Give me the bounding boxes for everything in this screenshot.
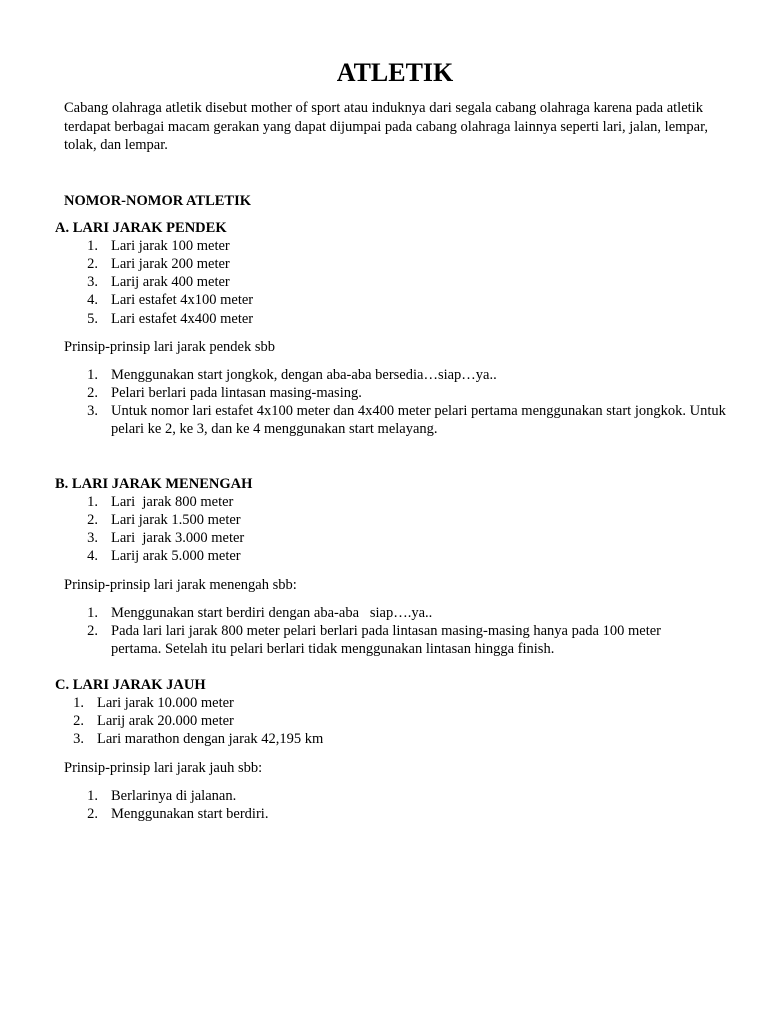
list-marker: 3. <box>87 530 98 546</box>
list-item-text: Lari jarak 1.500 meter <box>111 512 241 528</box>
list-marker: 2. <box>73 713 84 729</box>
section-c-principle-label: Prinsip-prinsip lari jarak jauh sbb: <box>64 760 263 776</box>
list-item-text: Lari estafet 4x400 meter <box>111 311 254 327</box>
list-marker: 2. <box>87 256 98 272</box>
list-item-text: Lari estafet 4x100 meter <box>111 292 254 308</box>
list-item-text: Lari jarak 10.000 meter <box>97 695 234 711</box>
list-item-text: Larij arak 20.000 meter <box>97 713 234 729</box>
document-title: ATLETIK <box>336 58 454 87</box>
list-item-text: Menggunakan start berdiri dengan aba-aba siap….ya.. <box>111 605 433 621</box>
section-c-heading: C. LARI JARAK JAUH <box>55 677 206 693</box>
list-marker: 5. <box>87 311 98 327</box>
list-item-text: Berlarinya di jalanan. <box>111 788 237 804</box>
list-marker: 3. <box>87 274 98 290</box>
list-item-text: Lari marathon dengan jarak 42,195 km <box>97 731 324 747</box>
list-marker: 3. <box>87 403 98 419</box>
section-b-heading: B. LARI JARAK MENENGAH <box>55 476 253 492</box>
list-item-text: Pada lari lari jarak 800 meter pelari berlari pada lintasan masing-masing hanya pada 100 meter pertama. Setelah itu pelari berlari tidak menggunakan lintasan hingga finish. <box>111 623 661 658</box>
list-marker: 1. <box>87 367 98 383</box>
list-item-text: Larij arak 400 meter <box>111 274 230 290</box>
list-item-text: Larij arak 5.000 meter <box>111 548 241 564</box>
list-item-text: Menggunakan start berdiri. <box>111 806 269 822</box>
section-a-principle-label: Prinsip-prinsip lari jarak pendek sbb <box>64 339 276 355</box>
list-item-text: Pelari berlari pada lintasan masing-masing. <box>111 385 362 401</box>
list-item-text: Lari jarak 200 meter <box>111 256 230 272</box>
list-marker: 1. <box>73 695 84 711</box>
list-marker: 3. <box>73 731 84 747</box>
list-marker: 1. <box>87 238 98 254</box>
list-marker: 1. <box>87 788 98 804</box>
list-marker: 2. <box>87 623 98 639</box>
list-marker: 4. <box>87 548 98 564</box>
list-marker: 2. <box>87 512 98 528</box>
numbers-heading: NOMOR-NOMOR ATLETIK <box>64 193 252 209</box>
intro-paragraph: Cabang olahraga atletik disebut mother of sport atau induknya dari segala cabang olahraga karena pada atletik terdapat berbagai macam gerakan yang dapat dijumpai pada cabang olahraga lainnya seperti lari, jalan, lempar, tolak, dan lempar. <box>64 100 708 153</box>
list-marker: 1. <box>87 494 98 510</box>
list-item-text: Lari jarak 3.000 meter <box>111 530 245 546</box>
section-a-heading: A. LARI JARAK PENDEK <box>55 220 227 236</box>
list-marker: 2. <box>87 806 98 822</box>
list-marker: 2. <box>87 385 98 401</box>
section-b-principle-label: Prinsip-prinsip lari jarak menengah sbb: <box>64 577 297 593</box>
list-marker: 1. <box>87 605 98 621</box>
list-item-text: Untuk nomor lari estafet 4x100 meter dan 4x400 meter pelari pertama menggunakan start jongkok. Untuk pelari ke 2, ke 3, dan ke 4 menggunakan start melayang. <box>111 403 726 438</box>
list-marker: 4. <box>87 292 98 308</box>
list-item-text: Lari jarak 800 meter <box>111 494 234 510</box>
list-item-text: Lari jarak 100 meter <box>111 238 230 254</box>
list-item-text: Menggunakan start jongkok, dengan aba-aba bersedia…siap…ya.. <box>111 367 497 383</box>
